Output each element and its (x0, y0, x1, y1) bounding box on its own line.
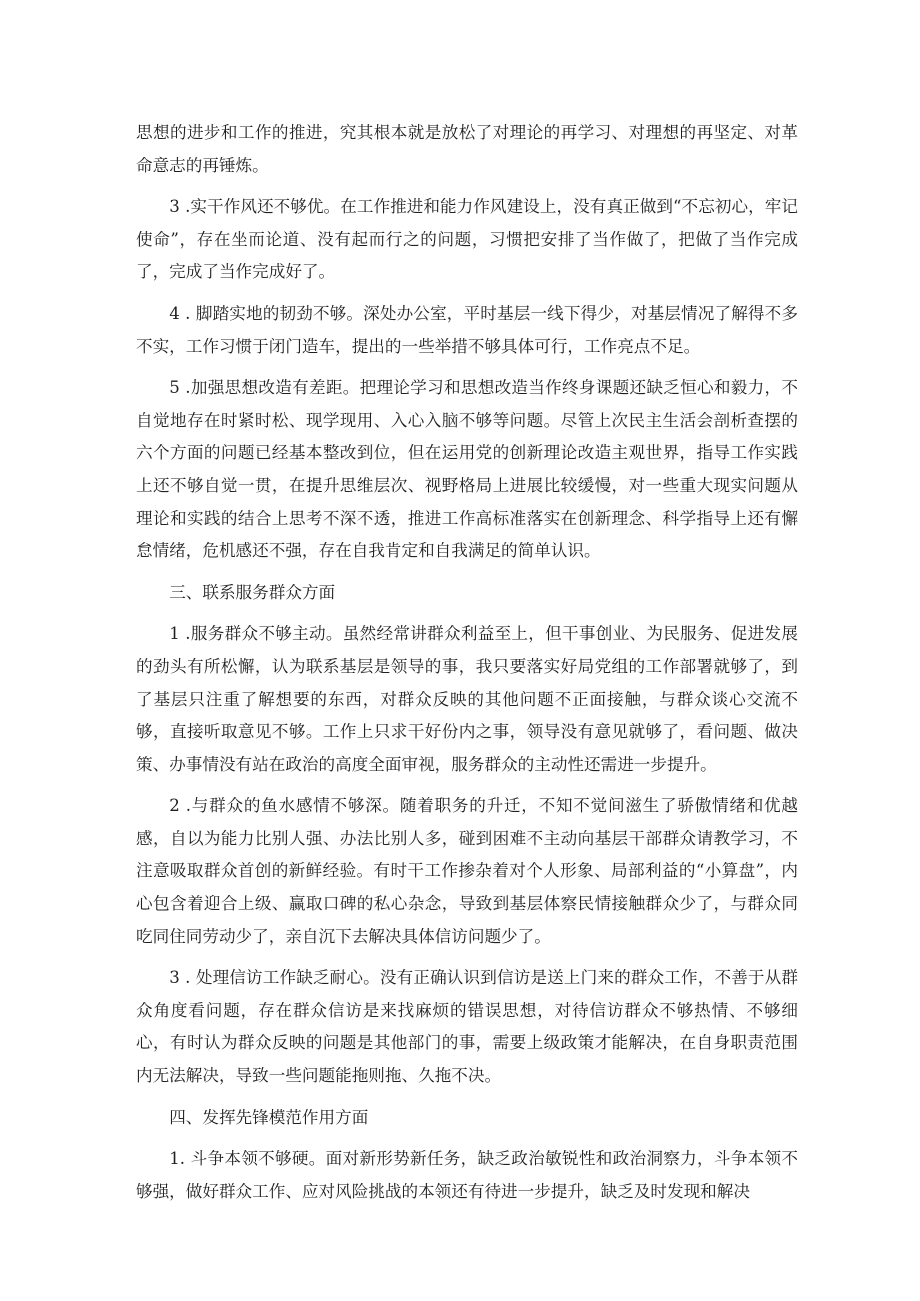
paragraph-item-5: 5 .加强思想改造有差距。把理论学习和思想改造当作终身课题还缺乏恒心和毅力，不自觉地存在时紧时松、现学现用、入心入脑不够等问题。尽管上次民主生活会剖析查摆的六个方面的问题已经基本整改到位，但在运用党的创新理论改造主观世界，指导工作实践上还不够自觉一贯，在提升思维层次、视野格局上进展比较缓慢，对一些重大现实问题从理论和实践的结合上思考不深不透，推进工作高标准落实在创新理念、科学指导上还有懈怠情绪，危机感还不强，存在自我肯定和自我满足的简单认识。 (136, 378, 798, 561)
document-page (136, 117, 798, 1217)
paragraph-service-1: 1 .服务群众不够主动。虽然经常讲群众利益至上，但干事创业、为民服务、促进发展的劲头有所松懈，认为联系基层是领导的事，我只要落实好局党组的工作部署就够了，到了基层只注重了解想要的东西，对群众反映的其他问题不正面接触，与群众谈心交流不够，直接听取意见不够。工作上只求干好份内之事，领导没有意见就够了，看问题、做决策、办事情没有站在政治的高度全面审视，服务群众的主动性还需进一步提升。 (136, 624, 798, 774)
paragraph-item-4: 4 . 脚踏实地的韧劲不够。深处办公室，平时基层一线下得少，对基层情况了解得不多不实，工作习惯于闭门造车，提出的一些举措不够具体可行，工作亮点不足。 (136, 303, 798, 356)
section-heading-3: 三、联系服务群众方面 (169, 582, 336, 602)
paragraph-item-3: 3 .实干作风还不够优。在工作推进和能力作风建设上，没有真正做到“不忘初心，牢记使命”，存在坐而论道、没有起而行之的问题，习惯把安排了当作做了，把做了当作完成了，完成了当作完成好了。 (136, 197, 798, 282)
paragraph-continuation: 思想的进步和工作的推进，究其根本就是放松了对理论的再学习、对理想的再坚定、对革命意志的再锤炼。 (136, 123, 798, 175)
paragraph-service-2: 2 .与群众的鱼水感情不够深。随着职务的升迁，不知不觉间滋生了骄傲情绪和优越感，自以为能力比别人强、办法比别人多，碰到困难不主动向基层干部群众请教学习，不注意吸取群众首创的新鲜经验。有时干工作掺杂着对个人形象、局部利益的“小算盘”，内心包含着迎合上级、赢取口碑的私心杂念，导致到基层体察民情接触群众少了，与群众同吃同住同劳动少了，亲自沉下去解决具体信访问题少了。 (136, 796, 798, 946)
paragraph-service-3: 3 . 处理信访工作缺乏耐心。没有正确认识到信访是送上门来的群众工作，不善于从群众角度看问题，存在群众信访是来找麻烦的错误思想，对待信访群众不够热情、不够细心，有时认为群众反映的问题是其他部门的事，需要上级政策才能解决，在自身职责范围内无法解决，导致一些问题能拖则拖、久拖不决。 (136, 968, 798, 1086)
paragraph-vanguard-1: 1. 斗争本领不够硬。面对新形势新任务，缺乏政治敏锐性和政治洞察力，斗争本领不够强，做好群众工作、应对风险挑战的本领还有待进一步提升，缺乏及时发现和解决 (136, 1149, 798, 1201)
section-heading-4: 四、发挥先锋模范作用方面 (169, 1107, 369, 1127)
